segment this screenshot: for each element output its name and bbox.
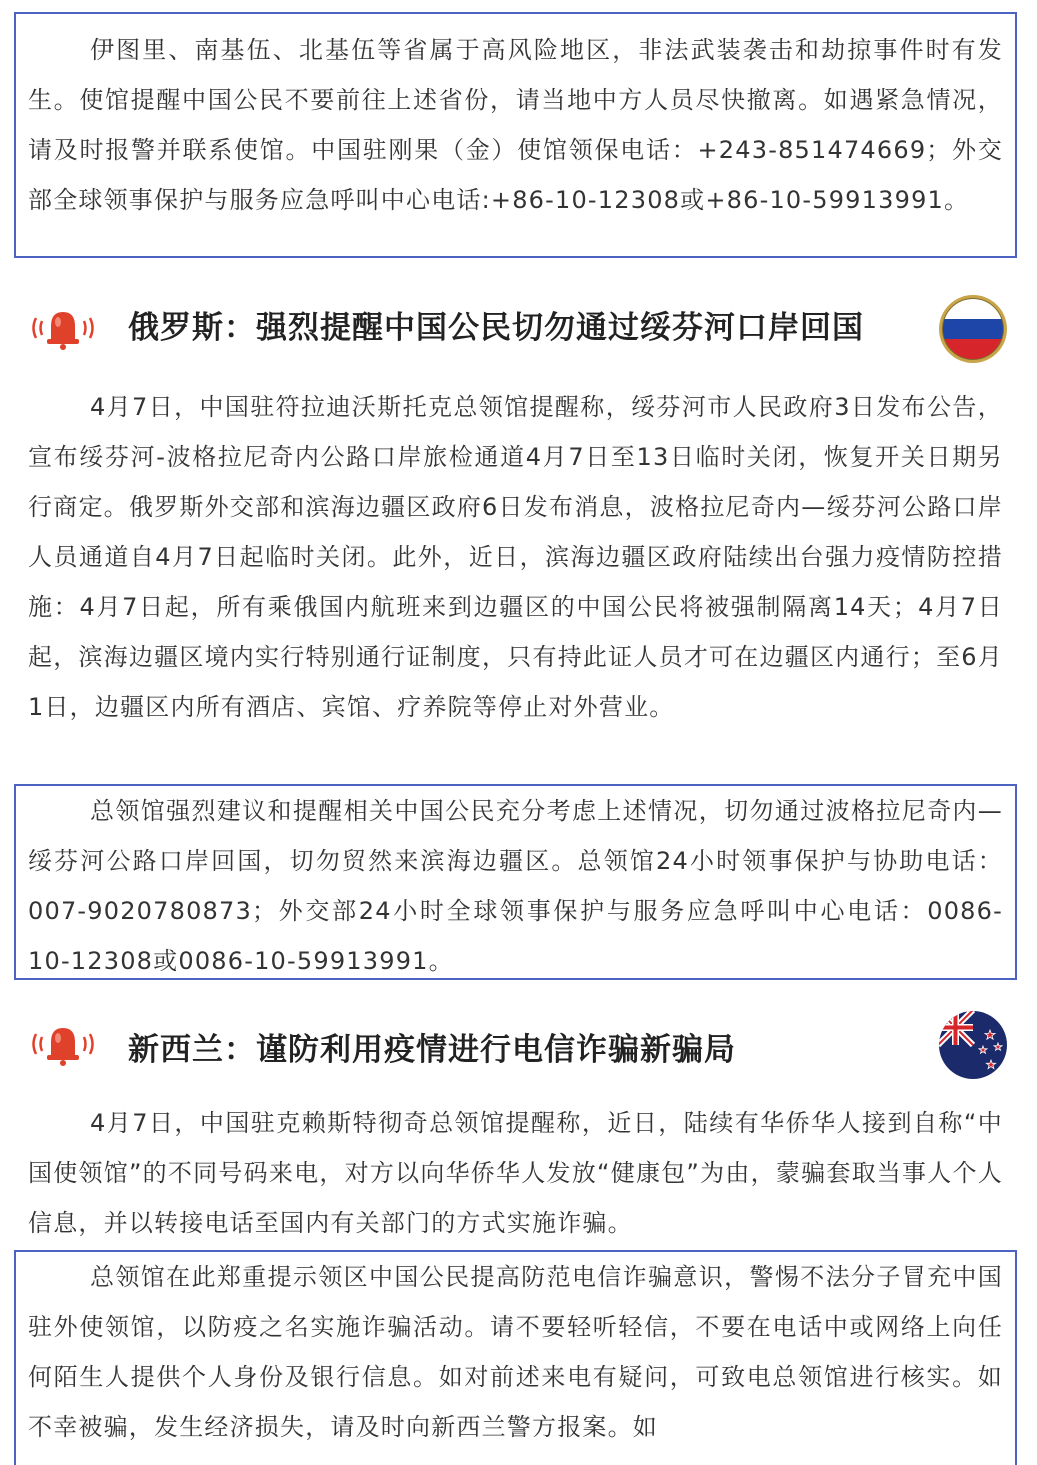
alarm-bell-icon xyxy=(28,306,98,350)
drc-notice-box xyxy=(14,12,1017,258)
russia-notice-text: 总领馆强烈建议和提醒相关中国公民充分考虑上述情况，切勿通过波格拉尼奇内—绥芬河公路口岸回国，切勿贸然来滨海边疆区。总领馆24小时领事保护与协助电话：007-9020780873；外交部24小时全球领事保护与服务应急呼叫中心电话：0086-10-12308或0086-10-59913991。 xyxy=(28,797,1003,975)
nz-body-text: 4月7日，中国驻克赖斯特彻奇总领馆提醒称，近日，陆续有华侨华人接到自称“中国使领馆”的不同号码来电，对方以向华侨华人发放“健康包”为由，蒙骗套取当事人个人信息，并以转接电话至国内有关部门的方式实施诈骗。 xyxy=(28,1109,1003,1237)
new-zealand-flag-icon xyxy=(938,1010,1008,1080)
russia-notice-box xyxy=(14,784,1017,980)
nz-header xyxy=(28,1010,1008,1090)
nz-notice-box xyxy=(14,1250,1017,1465)
russia-flag-icon xyxy=(938,294,1008,364)
russia-body-text: 4月7日，中国驻符拉迪沃斯托克总领馆提醒称，绥芬河市人民政府3日发布公告，宣布绥芬河-波格拉尼奇内公路口岸旅检通道4月7日至13日临时关闭，恢复开关日期另行商定。俄罗斯外交部和滨海边疆区政府6日发布消息，波格拉尼奇内—绥芬河公路口岸人员通道自4月7日起临时关闭。此外，近日，滨海边疆区政府陆续出台强力疫情防控措施：4月7日起，所有乘俄国内航班来到边疆区的中国公民将被强制隔离14天；4月7日起，滨海边疆区境内实行特别通行证制度，只有持此证人员才可在边疆区内通行；至6月1日，边疆区内所有酒店、宾馆、疗养院等停止对外营业。 xyxy=(28,393,1003,721)
nz-title: 新西兰：谨防利用疫情进行电信诈骗新骗局 xyxy=(128,1032,736,1068)
russia-header xyxy=(28,294,1008,374)
nz-notice-text: 总领馆在此郑重提示领区中国公民提高防范电信诈骗意识，警惕不法分子冒充中国驻外使领馆，以防疫之名实施诈骗活动。请不要轻听轻信，不要在电话中或网络上向任何陌生人提供个人身份及银行信息。如对前述来电有疑问，可致电总领馆进行核实。如不幸被骗，发生经济损失，请及时向新西兰警方报案。如 xyxy=(28,1263,1003,1441)
alarm-bell-icon xyxy=(28,1022,98,1066)
drc-notice-text: 伊图里、南基伍、北基伍等省属于高风险地区，非法武装袭击和劫掠事件时有发生。使馆提醒中国公民不要前往上述省份，请当地中方人员尽快撤离。如遇紧急情况，请及时报警并联系使馆。中国驻刚果（金）使馆领保电话：+243-851474669；外交部全球领事保护与服务应急呼叫中心电话:+86-10-12308或+86-10-59913991。 xyxy=(28,36,1003,214)
russia-title: 俄罗斯：强烈提醒中国公民切勿通过绥芬河口岸回国 xyxy=(128,310,864,346)
